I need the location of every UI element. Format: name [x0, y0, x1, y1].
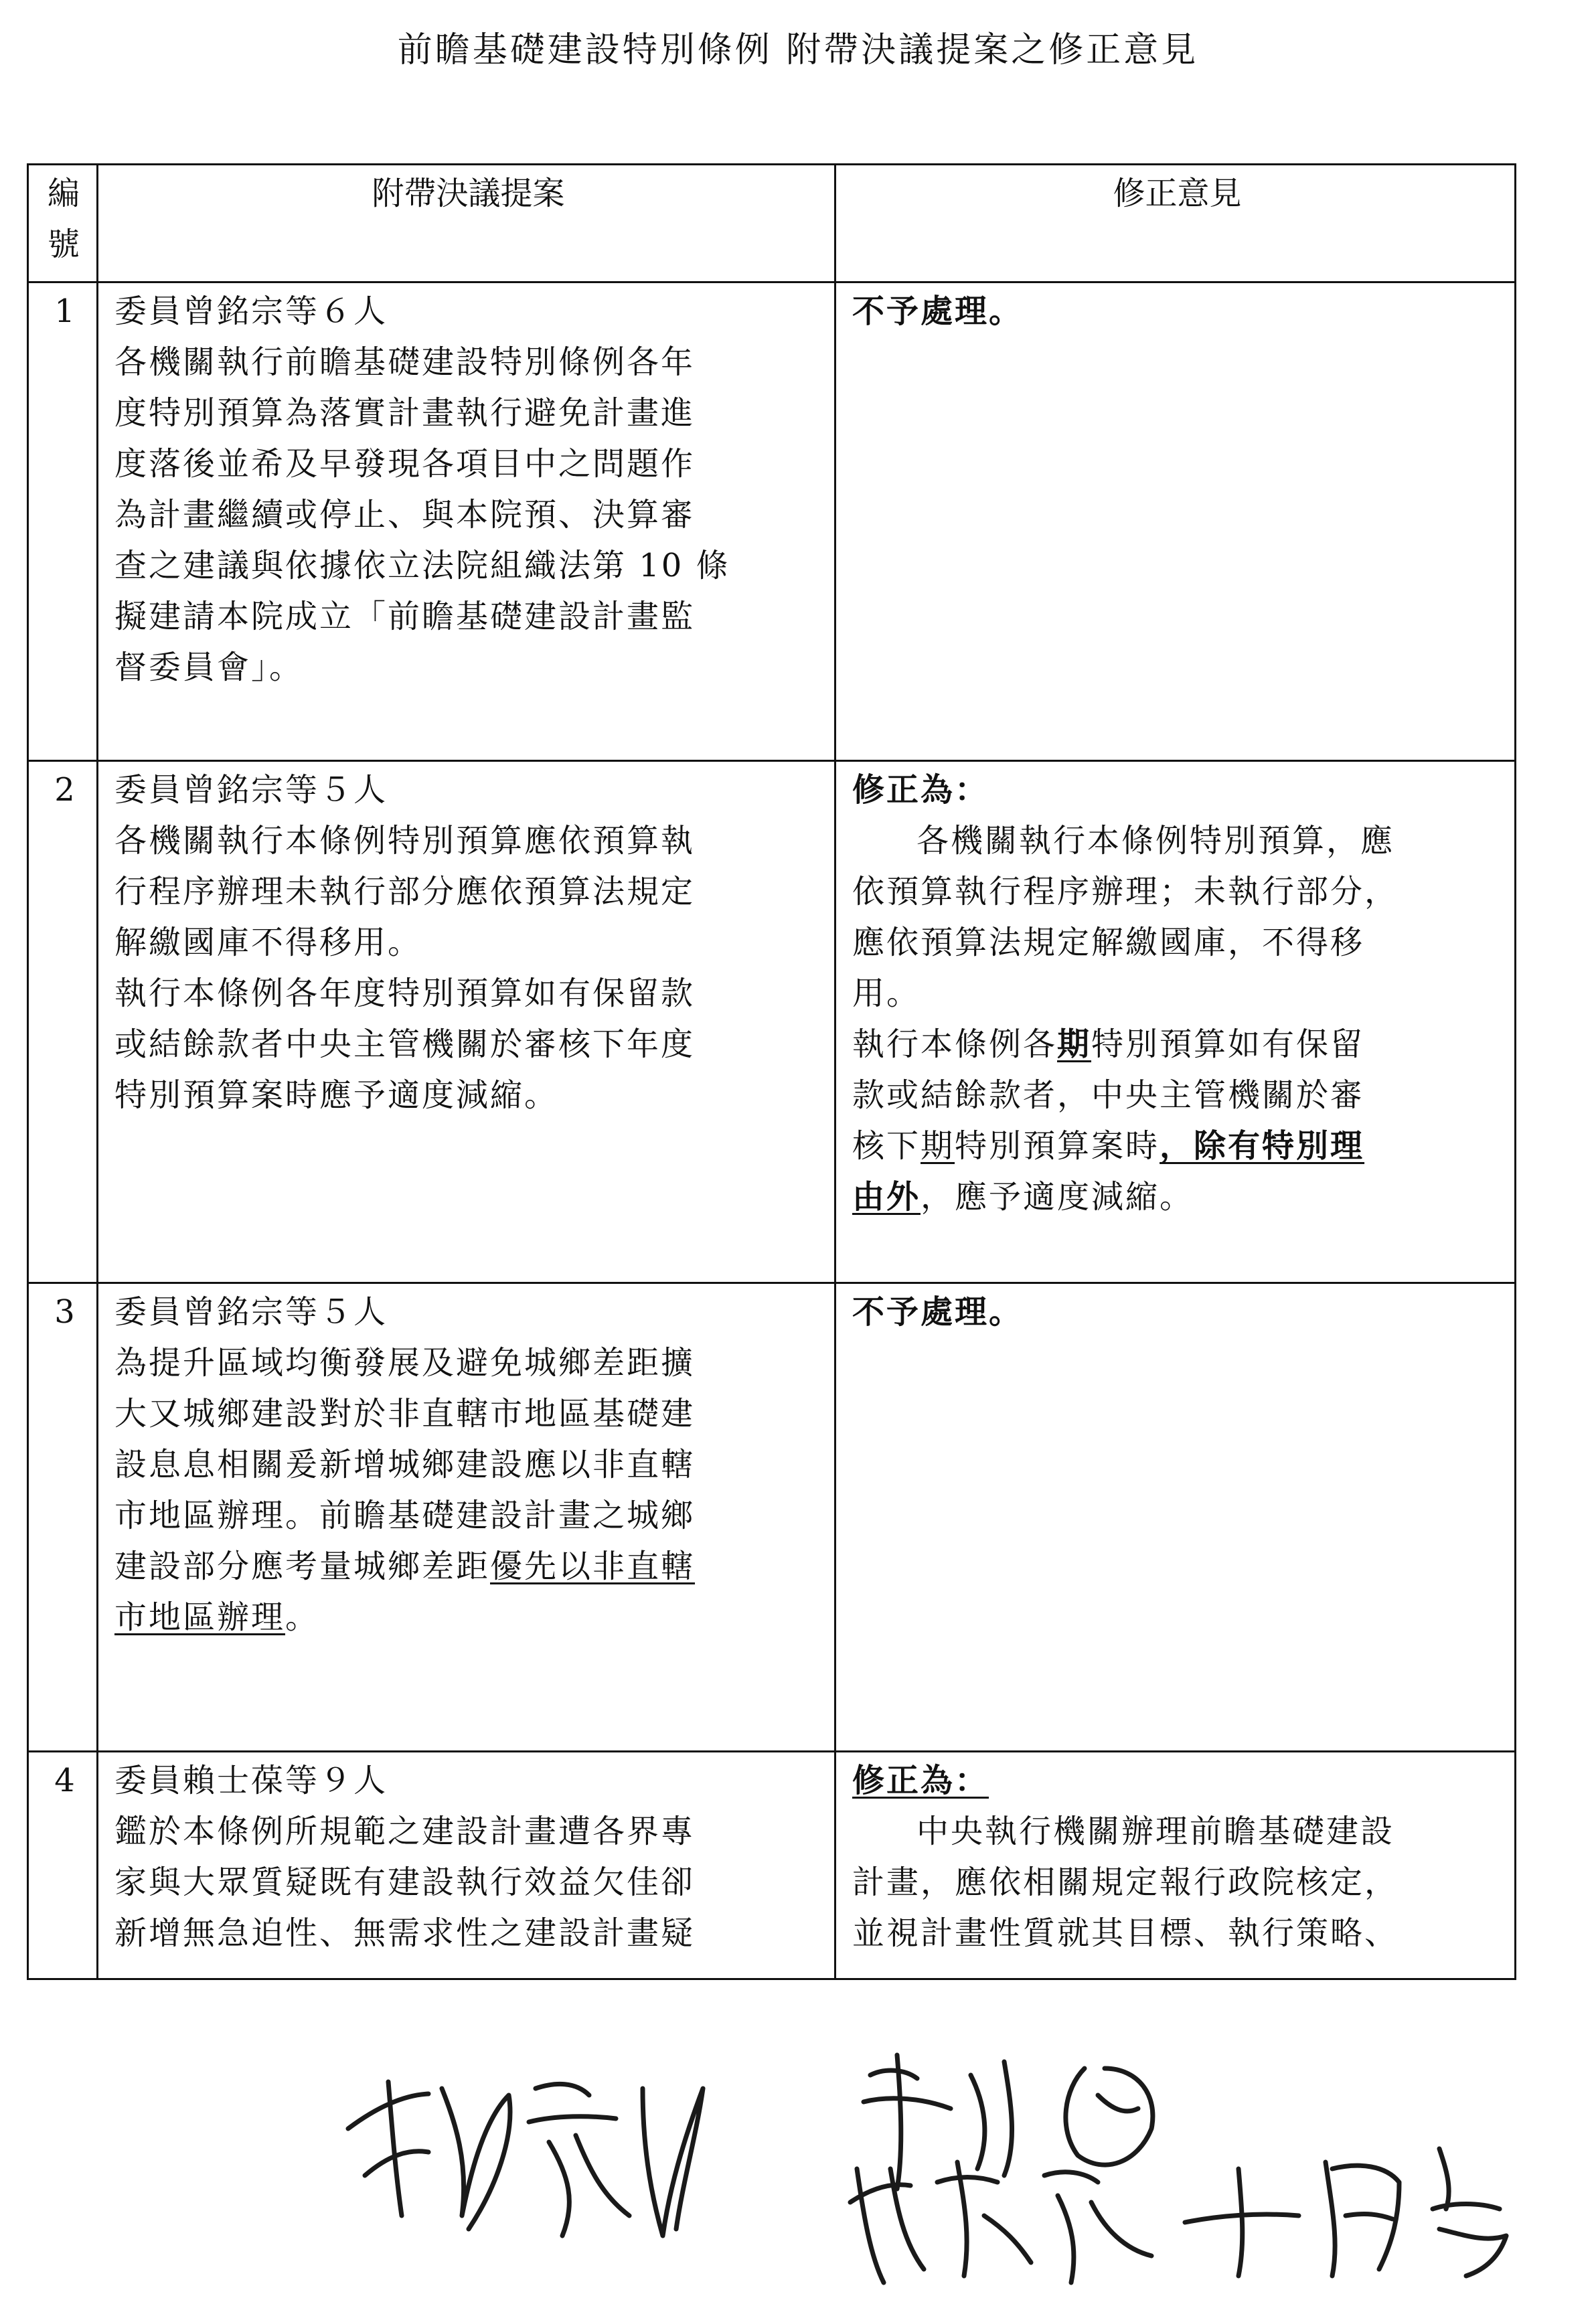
- proposer: 委員曾銘宗等５人: [114, 771, 388, 809]
- table-row: [28, 1752, 1516, 1979]
- revision-emphasis: ，除有特別理: [1160, 1127, 1365, 1165]
- revision-line: [852, 1121, 1502, 1171]
- proposal-table: [27, 163, 1516, 1980]
- table-header-row: [28, 165, 1516, 282]
- proposal-line: 各機關執行本條例特別預算應依預算執: [114, 822, 696, 859]
- proposal-line: 擬建請本院成立「前瞻基礎建設計畫監: [114, 598, 696, 635]
- proposal-emphasis: 優先以非直轄: [490, 1548, 696, 1585]
- proposer: 委員曾銘宗等５人: [114, 1293, 388, 1331]
- proposal-text: 建設部分應考量城鄉差距: [114, 1548, 491, 1585]
- proposal-line: 度特別預算為落實計畫執行避免計畫進: [114, 394, 696, 432]
- revision-text: 特別預算案時: [955, 1127, 1160, 1165]
- proposal-cell: [98, 1283, 835, 1752]
- row-number: 3: [28, 1283, 98, 1752]
- proposal-line: 督委員會」。: [114, 649, 304, 686]
- revision-cell: [835, 282, 1516, 761]
- signature-2: [864, 2055, 1153, 2189]
- revision-text: 不予處理。: [852, 293, 1024, 330]
- revision-emphasis: 期: [921, 1127, 955, 1165]
- revision-line: 各機關執行本條例特別預算，應: [916, 822, 1395, 859]
- proposal-line: 設息息相關爰新增城鄉建設應以非直轄: [114, 1446, 696, 1483]
- proposal-line: 特別預算案時應予適度減縮。: [114, 1076, 559, 1114]
- revision-line: 計畫，應依相關規定報行政院核定，: [852, 1864, 1399, 1901]
- proposal-line: 為計畫繼續或停止、與本院預、決算審: [114, 496, 696, 534]
- table-row: [28, 282, 1516, 761]
- header-proposal: 附帶決議提案: [98, 165, 835, 282]
- revision-line: [852, 1019, 1502, 1070]
- revision-cell: [835, 761, 1516, 1283]
- handwritten-signatures: [0, 2015, 1596, 2289]
- proposal-line: 查之建議與依據依立法院組織法第 10 條: [114, 547, 730, 584]
- revision-line: 款或結餘款者，中央主管機關於審: [852, 1076, 1365, 1114]
- signature-3: [850, 2162, 1151, 2283]
- revision-cell: [835, 1752, 1516, 1979]
- header-revision: 修正意見: [835, 165, 1516, 282]
- revision-cell: [835, 1283, 1516, 1752]
- proposal-line: 市地區辦理。前瞻基礎建設計畫之城鄉: [114, 1497, 696, 1534]
- revision-line: [852, 1171, 1502, 1222]
- signature-4: [1185, 2149, 1506, 2276]
- proposal-line: 大又城鄉建設對於非直轄市地區基礎建: [114, 1395, 696, 1432]
- revision-text: 特別預算如有保留: [1091, 1025, 1365, 1063]
- proposal-line: 度落後並希及早發現各項目中之問題作: [114, 445, 696, 483]
- revision-line: 並視計畫性質就其目標、執行策略、: [852, 1914, 1399, 1952]
- header-number-line2: 號: [47, 226, 82, 263]
- header-number-line1: 編: [47, 175, 82, 212]
- row-number: 2: [28, 761, 98, 1283]
- proposal-line: 鑑於本條例所規範之建設計畫遭各界專: [114, 1813, 696, 1850]
- revision-emphasis: 由外: [852, 1178, 921, 1216]
- proposal-line: 家與大眾質疑既有建設執行效益欠佳卻: [114, 1864, 696, 1901]
- proposal-line: [114, 1541, 822, 1592]
- signature-1: [348, 2082, 703, 2236]
- proposal-text: 。: [285, 1598, 320, 1636]
- revision-emphasis: 期: [1057, 1025, 1092, 1063]
- revision-heading: 修正為：: [852, 771, 989, 809]
- proposal-line: 各機關執行前瞻基礎建設特別條例各年: [114, 343, 696, 381]
- revision-line: 應依預算法規定解繳國庫，不得移: [852, 924, 1365, 961]
- revision-heading: 修正為：: [852, 1762, 989, 1799]
- proposal-line: 新增無急迫性、無需求性之建設計畫疑: [114, 1914, 696, 1952]
- revision-text: 核下: [852, 1127, 921, 1165]
- revision-text: 不予處理。: [852, 1293, 1024, 1331]
- proposal-cell: [98, 282, 835, 761]
- revision-line: 依預算執行程序辦理；未執行部分，: [852, 873, 1399, 910]
- revision-line: 用。: [852, 975, 921, 1012]
- revision-text: 執行本條例各: [852, 1025, 1058, 1063]
- row-number: 1: [28, 282, 98, 761]
- proposal-line: 行程序辦理未執行部分應依預算法規定: [114, 873, 696, 910]
- proposal-line: 執行本條例各年度特別預算如有保留款: [114, 975, 696, 1012]
- proposal-line: 解繳國庫不得移用。: [114, 924, 422, 961]
- proposal-line: 或結餘款者中央主管機關於審核下年度: [114, 1025, 696, 1063]
- table-row: [28, 1283, 1516, 1752]
- proposer: 委員賴士葆等９人: [114, 1762, 388, 1799]
- revision-line: 中央執行機關辦理前瞻基礎建設: [916, 1813, 1395, 1850]
- proposal-cell: [98, 761, 835, 1283]
- header-number: [28, 165, 98, 282]
- document-title: 前瞻基礎建設特別條例 附帶決議提案之修正意見: [397, 30, 1199, 70]
- proposal-line: 為提升區域均衡發展及避免城鄉差距擴: [114, 1344, 696, 1382]
- proposal-line: [114, 1592, 822, 1643]
- proposal-emphasis: 市地區辦理: [114, 1598, 286, 1636]
- revision-text: ，應予適度減縮。: [921, 1178, 1194, 1216]
- row-number: 4: [28, 1752, 98, 1979]
- proposer: 委員曾銘宗等６人: [114, 293, 388, 330]
- table-row: [28, 761, 1516, 1283]
- proposal-cell: [98, 1752, 835, 1979]
